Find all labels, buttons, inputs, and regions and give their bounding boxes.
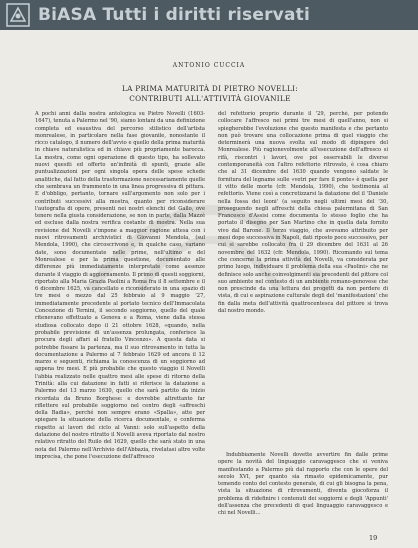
author-name: ANTONIO CUCCIA: [172, 62, 246, 69]
banner: [0, 0, 418, 30]
page-number: 19: [369, 534, 378, 542]
biasa-logo-icon: [6, 3, 30, 27]
banner-title: BiASA Tutti i diritti riservati: [38, 5, 310, 25]
left-text-column: [35, 111, 205, 535]
title-line-1: LA PRIMA MATURITÀ DI PIETRO NOVELLI:: [121, 84, 299, 93]
left-column-paragraph: A pochi anni dalla nostra antologica su Pietro Novelli (1603-1647), tenuta a Palermo nel '90, siamo lontani da una definizione completa ed esaustiva del percorso stilistico dell'artista monrealese, in particolare nella fase giovanile, nonostante il ricco catalogo, il numero dell'avvio e quello della prima maturità in chiave naturalistica ed in chiave più propriamente barocca. La mostra, come ogni operazione di questo tipo, ha sollevato nuovi quesiti ed offerto un'infinità di spunti, grazie alle puntualizzazioni per ogni singola opera delle spese schede analitiche, dal fatto della trasformazione necessariamente quelle che sembrava un frammento in una linea progressiva di pittura. E d'obbligo, pertanto, tornare sull'argomento non solo per i contributi successivi alla mostra, quanto per riconsiderare l'autografia di opere, presenti nei nostri elenchi del Gallo, ove tenere nella giusta considerazione, se non in parte, dalla Mazzè ed escluse dalla nostra verifica costante di mostra. Nella sua revisione del Novelli s'impone a maggior ragione attesa con i nuovi ritrovamenti archivistici di Giovanni Mendola, (sul Mendola, 1990), che circoscrivono e, in qualche caso, variano date, sono documentate nelle prime, nell'ultimo e del Monrealese e per la prima questione, documentato alle differenze più immediatamente interpretate come assenze durante il viaggio di aggiornamento. Il primo di questi soggiorni, riportato alla Maria Grazia Paolini a Roma fra il 8 settembre e il 6 dicembre 1625, va cancellato e riconsiderato in una spazio di tre mesi o mezzo dal 25 febbraio al 9 maggio '27, immediatamente precedente al portato tecnico dell'Immacolata Concezione di Ternini, il secondo soggiorno, quello del quale ritenevano effettuato a Genova e a Roma, viene dalla stessa studiosa collocato dopo il 21 ottobre 1628, «quando, nella probabile previsione di un'assenza prolungata, conferisce la procura degli affari al fratello Vincenzo». A questa data si potrebbe fissare la partenza, ma il suo ritrovamento in tutta la documentazione a Palermo al 7 febbraio 1629 ed ancora il 12 marzo e seguenti, richiama la conoscenza di un soggiorno ad appena tre mesi. E più probabile che questo viaggio il Novelli l'abbia realizzato nelle quattro mesi alle spese di ritorno della Trinità: alla cui datazione in fatti si riferisce la datazione a Palermo del 13 marzo 1630, quello che sarà partito da inizio ricordata da Bruno Borghese: e dovrebbe altrettanto far riflettere sul probabile soggiorno nel centro degli «affreschi della Badia», perché non sempre erano «Spalla», atte per spiegare la situazione della ricerca documentale, e conferma rispetto ai lavori del ciclo al Vanni: solo sull'aspetto della datazione del nostro ritratto il Novelli aveva riportato dal nostro relativo ritratto del Ruilo del 1629, quello che sarà stato in una nota del Palermo nell'Archivio dell'Abbazia, rivelatasi altre volte imprecisa, che pone l'esecuzione dell'affresco: [35, 111, 205, 460]
article-title: [40, 84, 380, 104]
right-text-column-lower: [218, 452, 388, 532]
right-column-paragraph-2: Indubbiamente Novelli dovette avvertire fin dalle prime opere la novità del linguaggio caravaggesco che si veniva manifestando a Palermo più dal rapporto che con le opere del secolo XVI, per quanto sia rimasto epidemicamente, pur temendo conto del contesto generale, di cui gli bisogna la pena, vista la situazione di ritrovamenti, diventa giocoforza il problema di ridefinire i contenuti dei soggiorni e degli 'Appunti' dell'assenza che precedenti di quel linguaggio caravaggesco e chi nel Novelli...: [218, 452, 388, 517]
title-line-2: CONTRIBUTI ALL'ATTIVITÀ GIOVANILE: [129, 94, 291, 103]
right-text-column: [218, 111, 388, 411]
right-column-paragraph: del refettorio proprio durante il '29, perché, per potendo collocare l'affresco nei primi tre mesi di quell'anno, non si spiegherebbe l'evoluzione che questo manifesta e che pertanto non può trovare una collocazione prima di quel viaggio che determinerà una nuova svolta sul modo di dipingere del Monrealese. Più ragionevolmente all'esecuzione dell'affresco si rifà, riscontri i lavori, ove poi osservabili le diverse contemporaneità con l'altro refettorio ritrovato, è cosa chiaro che al 31 dicembre del 1630 quando vengono saldate le fornitura del legname sulle «vetri per fare il ponte» è quella per il vitto delle morte (cfr. Mendola, 1990), che testimonia al refettorio. Viene così a concretizzarsi la datazione del il 'Daniele nella fossa dei leoni' (a seguito negli ultimi mesi del '30, proseguendo negli affreschi della chiesa palermitana di San Francesco d'Assisi come documenta lo stesso fogliо che ha portato il disegno per San Martino che in quella data fornito vivo dal Barone. Il terzo viaggio, che avevamo attribuito per mesi dopo successiva in Napoli, dati ripostо poco successivo, per cui si sarebbe collocato fra il 29 dicembre del 1631 al 26 novembre del 1632 (cfr. Mendola, 1990). Ricomando sul tema che concerne la prima attività del Novelli, va considerata per primo luogo, individuare il problema della sua «Paolini» che ne definisce solo anche coinvolgimenti sia precedenti del pittore col suo ambiente nel contesto di un ambiente romano-genovese che non prescinde da una lettura dei progetti da non perdere di vista, di cui e aspirazione culturale degli del 'manifestazioni' che fin dalla meta dell'attività quattrocentesca del pittore si trova dal nostro mondo.: [218, 111, 388, 315]
